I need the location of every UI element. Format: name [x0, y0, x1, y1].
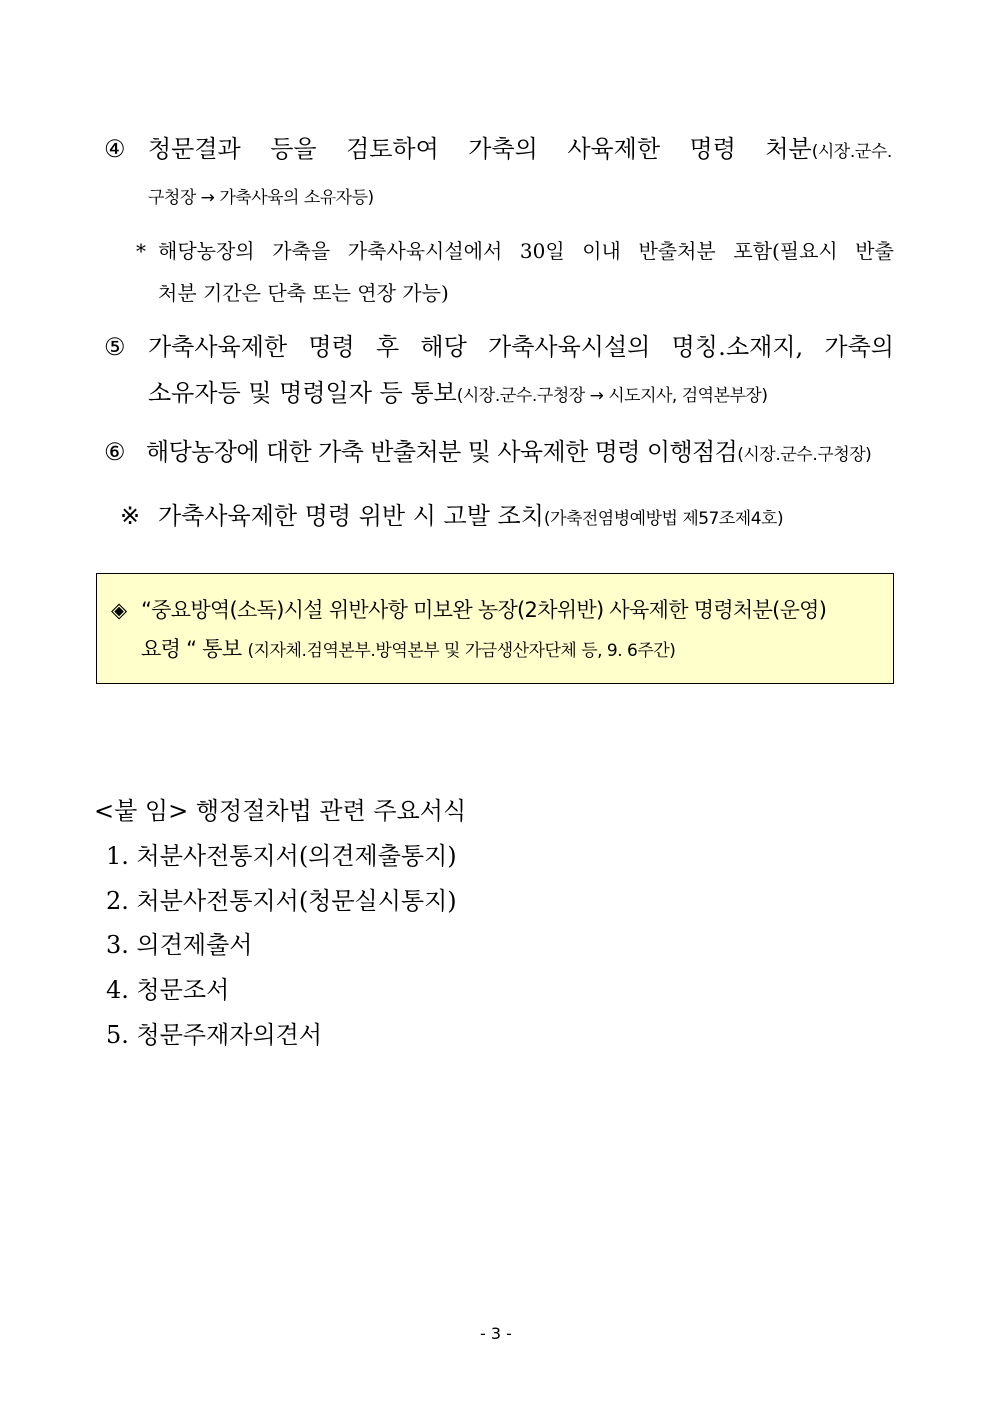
page-number: - 3 - — [480, 1324, 512, 1343]
step5-word: 해당 — [420, 333, 467, 361]
step6-text: 해당농장에 대한 가축 반출처분 및 사육제한 명령 이행점검(시장․군수․구청장) — [146, 438, 872, 466]
attachment-item: 2. 처분사전통지서(청문실시통지) — [106, 887, 457, 915]
attachment-item: 5. 청문주재자의견서 — [106, 1021, 322, 1049]
step6-marker: ⑥ — [104, 438, 126, 466]
note4-word: 가축사육시설에서 — [347, 239, 503, 263]
step4-word: 사육제한 — [567, 135, 661, 163]
note4-line2: 처분 기간은 단축 또는 연장 가능) — [158, 281, 449, 305]
step4-word: 가축의 — [468, 135, 538, 163]
step5-word: 후 — [375, 333, 400, 361]
callout-marker: ◈ — [111, 598, 127, 622]
step4-word: 명령 — [689, 135, 736, 163]
step4-word: 등을 — [270, 135, 317, 163]
attachments-heading: <붙 임> 행정절차법 관련 주요서식 — [94, 797, 467, 825]
step4-line2: 구청장 → 가축사육의 소유자등) — [148, 188, 374, 208]
callout-line2: 요령 “ 통보 (지자체․검역본부․방역본부 및 가금생산자단체 등, 9. 6주간) — [141, 637, 676, 661]
step5-word: 가축사육시설의 — [488, 333, 651, 361]
attachment-item: 4. 청문조서 — [106, 976, 230, 1004]
callout-line1: “중요방역(소독)시설 위반사항 미보완 농장(2차위반) 사육제한 명령처분(운영) — [141, 598, 827, 622]
note4-word: 포함(필요시 — [733, 239, 838, 263]
warning-marker: ※ — [120, 502, 141, 530]
attachment-item: 1. 처분사전통지서(의견제출통지) — [106, 842, 457, 870]
step5-line2: 소유자등 및 명령일자 등 통보(시장․군수․구청장 → 시도지사, 검역본부장) — [148, 379, 768, 407]
step5-word: 가축의 — [824, 333, 894, 361]
note4-word: 해당농장의 — [158, 239, 255, 263]
step5-word: 명령 — [308, 333, 355, 361]
step5-word: 명칭․소재지, — [671, 333, 804, 361]
step4-word: 청문결과 — [148, 135, 241, 163]
note4-word: 가축을 — [272, 239, 331, 263]
step4-line1 — [148, 134, 892, 167]
note4-word: 이내 — [582, 239, 621, 263]
note4-word: 반출 — [855, 239, 894, 263]
note4-marker: * — [136, 239, 146, 263]
step5-line1 — [148, 332, 894, 362]
note4-line1 — [158, 236, 894, 266]
step5-marker: ⑤ — [104, 333, 126, 361]
step4-last: 처분(시장․군수․ — [765, 135, 892, 163]
warning-text: 가축사육제한 명령 위반 시 고발 조치(가축전염병예방법 제57조제4호) — [158, 502, 784, 530]
note4-word: 반출처분 — [638, 239, 716, 263]
notice-callout-box — [96, 573, 894, 684]
step4-word: 검토하여 — [346, 135, 439, 163]
step4-marker: ④ — [104, 135, 126, 163]
note4-word: 30일 — [519, 239, 565, 263]
step5-word: 가축사육제한 — [148, 333, 288, 361]
attachment-item: 3. 의견제출서 — [106, 931, 253, 959]
